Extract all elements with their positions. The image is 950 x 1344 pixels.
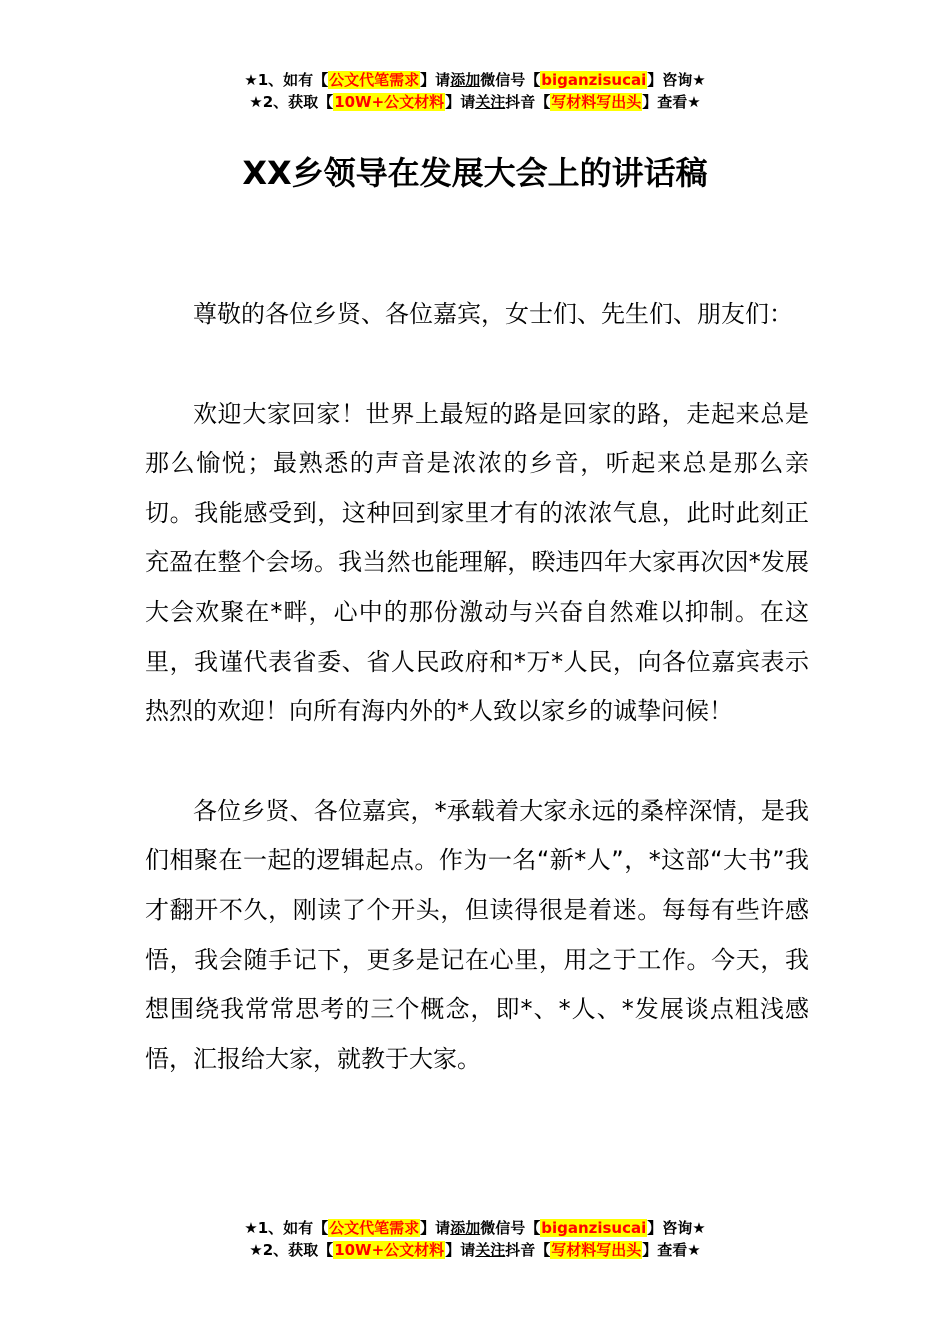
banner-highlight-service: 公文代笔需求: [329, 1219, 420, 1237]
banner-text: 】请: [445, 93, 476, 111]
banner-text: 微信号【: [480, 1219, 541, 1237]
banner-highlight-douyin: 写材料写出头: [551, 1241, 642, 1259]
banner-line-2: [0, 1239, 950, 1261]
banner-line-2: [0, 91, 950, 113]
banner-line-1: [0, 1217, 950, 1239]
document-body: [145, 290, 809, 1134]
banner-text: ★2、获取【: [249, 1241, 334, 1259]
banner-emphasis: 关注: [475, 93, 506, 111]
banner-text: 】请: [445, 1241, 476, 1259]
banner-text: ★1、如有【: [244, 71, 329, 89]
paragraph-welcome: 欢迎大家回家！世界上最短的路是回家的路，走起来总是那么愉悦；最熟悉的声音是浓浓的乡音，听起来总是那么亲切。我能感受到，这种回到家里才有的浓浓气息，此时此刻正充盈在整个会场。我当然也能理解，睽违四年大家再次因*发展大会欢聚在*畔，心中的那份激动与兴奋自然难以抑制。在这里，我谨代表省委、省人民政府和*万*人民，向各位嘉宾表示热烈的欢迎！向所有海内外的*人致以家乡的诚挚问候！: [145, 399, 809, 726]
banner-text: 抖音【: [505, 93, 551, 111]
banner-highlight-wechat: biganzisucai: [541, 71, 647, 89]
banner-emphasis: 添加: [450, 71, 481, 89]
banner-text: 】咨询★: [647, 71, 706, 89]
banner-text: 】查看★: [642, 93, 701, 111]
document-title: XX乡领导在发展大会上的讲话稿: [242, 154, 708, 192]
banner-highlight-materials: 10W+公文材料: [334, 93, 445, 111]
banner-text: 微信号【: [480, 71, 541, 89]
banner-emphasis: 关注: [475, 1241, 506, 1259]
banner-emphasis: 添加: [450, 1219, 481, 1237]
banner-highlight-materials: 10W+公文材料: [334, 1241, 445, 1259]
paragraph-salutation: 尊敬的各位乡贤、各位嘉宾，女士们、先生们、朋友们：: [193, 300, 793, 328]
banner-text: 抖音【: [505, 1241, 551, 1259]
banner-text: 】查看★: [642, 1241, 701, 1259]
banner-text: ★1、如有【: [244, 1219, 329, 1237]
banner-text: ★2、获取【: [249, 93, 334, 111]
banner-highlight-wechat: biganzisucai: [541, 1219, 647, 1237]
banner-text: 】咨询★: [647, 1219, 706, 1237]
banner-line-1: [0, 69, 950, 91]
footer-banner: [0, 1217, 950, 1261]
banner-text: 】请: [420, 71, 451, 89]
banner-highlight-douyin: 写材料写出头: [551, 93, 642, 111]
banner-highlight-service: 公文代笔需求: [329, 71, 420, 89]
paragraph-reflection: 各位乡贤、各位嘉宾，*承载着大家永远的桑梓深情，是我们相聚在一起的逻辑起点。作为一名“新*人”，*这部“大书”我才翻开不久，刚读了个开头，但读得很是着迷。每每有些许感悟，我会随手记下，更多是记在心里，用之于工作。今天，我想围绕我常常思考的三个概念，即*、*人、*发展谈点粗浅感悟，汇报给大家，就教于大家。: [145, 796, 809, 1073]
header-banner: [0, 69, 950, 113]
banner-text: 】请: [420, 1219, 451, 1237]
